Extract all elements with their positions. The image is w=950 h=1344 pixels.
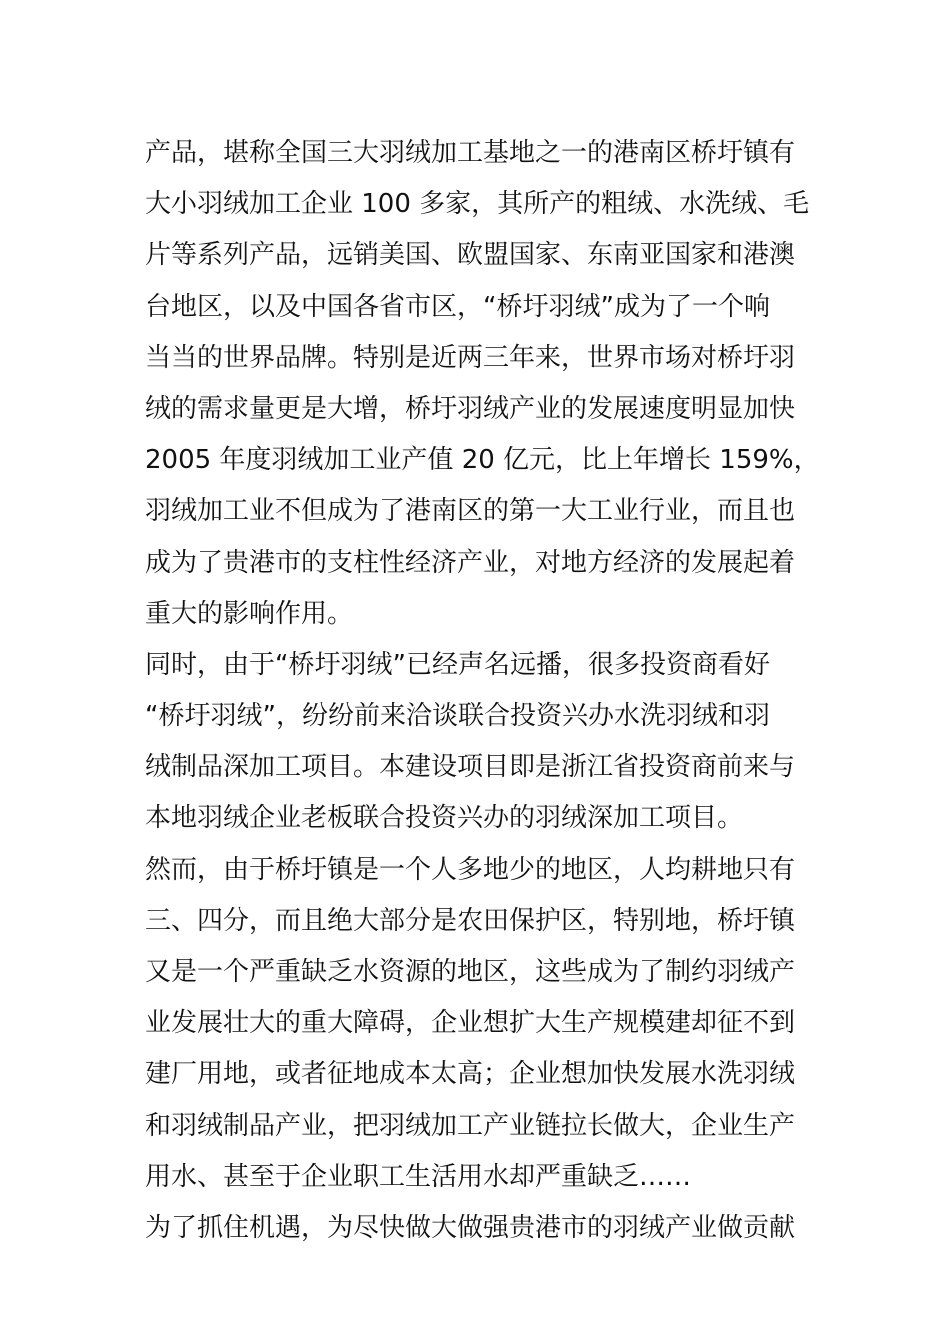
text-line: 重大的影响作用。 (145, 598, 354, 629)
text-line: 产品，堪称全国三大羽绒加工基地之一的港南区桥圩镇有 (145, 138, 796, 168)
text-line: 和羽绒制品产业，把羽绒加工产业链拉长做大，企业生产 (145, 1110, 796, 1141)
text-line: 大小羽绒加工企业 100 多家，其所产的粗绒、水洗绒、毛 (145, 189, 810, 220)
text-line: 羽绒加工业不但成为了港南区的第一大工业行业，而且也 (145, 496, 796, 527)
text-line: 成为了贵港市的支柱性经济产业，对地方经济的发展起着 (145, 547, 796, 578)
text-line: 用水、甚至于企业职工生活用水却严重缺乏…… (145, 1161, 692, 1192)
text-line: 然而，由于桥圩镇是一个人多地少的地区，人均耕地只有 (145, 854, 796, 885)
text-line: 台地区，以及中国各省市区，“桥圩羽绒”成为了一个响 (145, 291, 770, 322)
text-line: 绒制品深加工项目。本建设项目即是浙江省投资商前来与 (145, 752, 796, 783)
text-line: 又是一个严重缺乏水资源的地区，这些成为了制约羽绒产 (145, 957, 796, 987)
text-line: 本地羽绒企业老板联合投资兴办的羽绒深加工项目。 (145, 803, 744, 834)
text-line: 当当的世界品牌。特别是近两三年来，世界市场对桥圩羽 (145, 342, 796, 373)
text-line: 建厂用地，或者征地成本太高；企业想加快发展水洗羽绒 (145, 1059, 796, 1090)
text-line: 业发展壮大的重大障碍，企业想扩大生产规模建却征不到 (145, 1008, 796, 1039)
text-line: 三、四分，而且绝大部分是农田保护区，特别地，桥圩镇 (145, 905, 796, 936)
text-line: 同时，由于“桥圩羽绒”已经声名远播，很多投资商看好 (145, 649, 770, 680)
text-line: 2005 年度羽绒加工业产值 20 亿元，比上年增长 159%， (145, 445, 820, 476)
body-text (145, 128, 820, 1254)
text-line: “桥圩羽绒”，纷纷前来洽谈联合投资兴办水洗羽绒和羽 (145, 701, 770, 732)
text-line: 为了抓住机遇，为尽快做大做强贵港市的羽绒产业做贡献 (145, 1212, 796, 1243)
text-line: 绒的需求量更是大增，桥圩羽绒产业的发展速度明显加快 (145, 393, 796, 424)
text-line: 片等系列产品，远销美国、欧盟国家、东南亚国家和港澳 (145, 240, 796, 271)
